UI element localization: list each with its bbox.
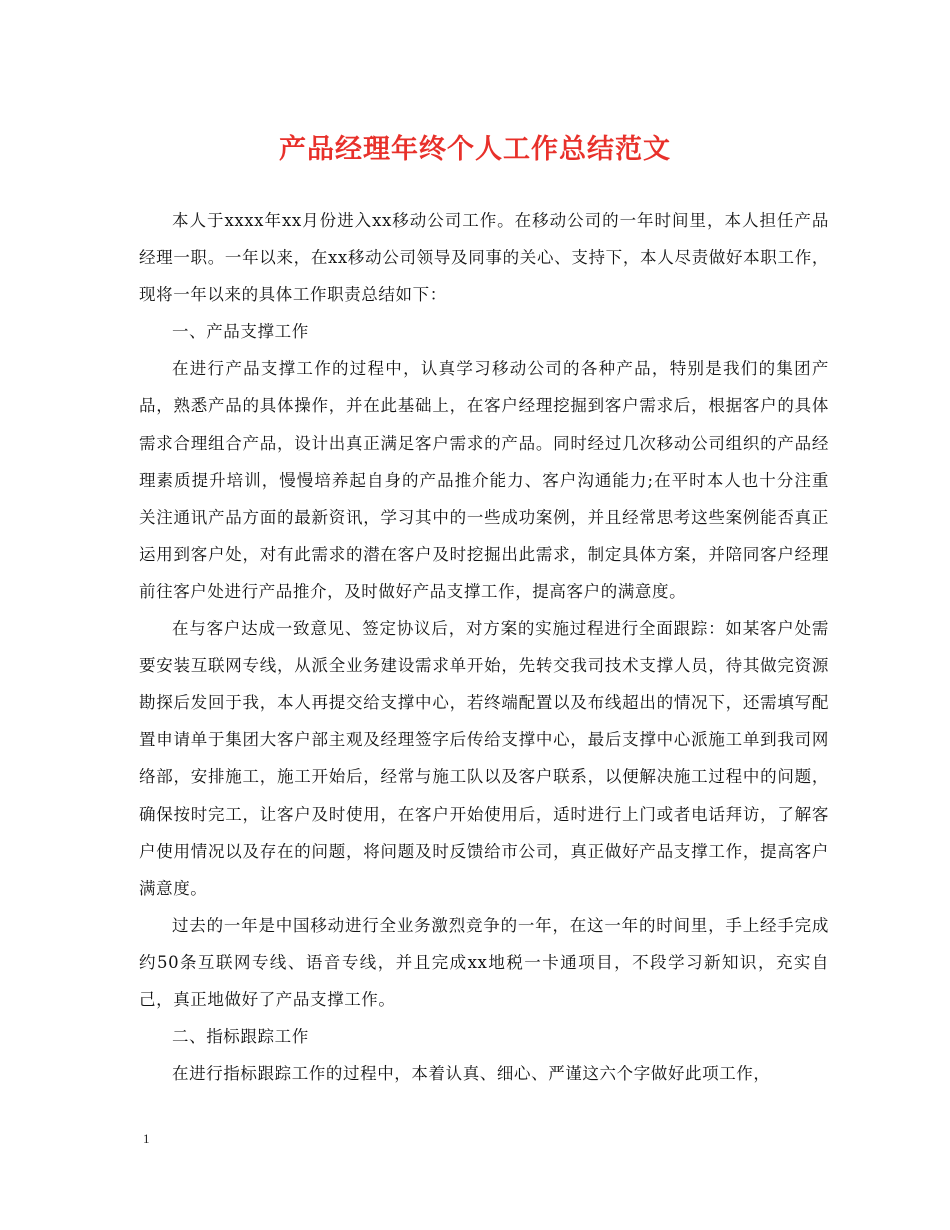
paragraph-intro: 本人于xxxx年xx月份进入xx移动公司工作。在移动公司的一年时间里，本人担任产品经理一职。一年以来，在xx移动公司领导及同事的关心、支持下，本人尽责做好本职工作，现将一年以来的具体工作职责总结如下： <box>139 211 829 305</box>
page-number: 1 <box>143 1131 150 1146</box>
document-body <box>139 202 829 1092</box>
paragraph-year-review: 过去的一年是中国移动进行全业务激烈竞争的一年，在这一年的时间里，手上经手完成约50条互联网专线、语音专线，并且完成xx地税一卡通项目，不段学习新知识，充实自己，真正地做好了产品支撑工作。 <box>139 915 829 1009</box>
document-title: 产品经理年终个人工作总结范文 <box>279 134 671 165</box>
section-heading-indicator-tracking: 二、指标跟踪工作 <box>172 1027 309 1047</box>
paragraph-product-support: 在进行产品支撑工作的过程中，认真学习移动公司的各种产品，特别是我们的集团产品，熟悉产品的具体操作，并在此基础上，在客户经理挖掘到客户需求后，根据客户的具体需求合理组合产品，设计出真正满足客户需求的产品。同时经过几次移动公司组织的产品经理素质提升培训，慢慢培养起自身的产品推介能力、客户沟通能力;在平时本人也十分注重关注通讯产品方面的最新资讯，学习其中的一些成功案例，并且经常思考这些案例能否真正运用到客户处，对有此需求的潜在客户及时挖掘出此需求，制定具体方案，并陪同客户经理前往客户处进行产品推介，及时做好产品支撑工作，提高客户的满意度。 <box>139 359 829 601</box>
paragraph-implementation-tracking: 在与客户达成一致意见、签定协议后，对方案的实施过程进行全面跟踪：如某客户处需要安装互联网专线，从派全业务建设需求单开始，先转交我司技术支撑人员，待其做完资源勘探后发回于我，本人再提交给支撑中心，若终端配置以及布线超出的情况下，还需填写配置申请单于集团大客户部主观及经理签字后传给支撑中心，最后支撑中心派施工单到我司网络部，安排施工，施工开始后，经常与施工队以及客户联系，以便解决施工过程中的问题，确保按时完工，让客户及时使用，在客户开始使用后，适时进行上门或者电话拜访，了解客户使用情况以及存在的问题，将问题及时反馈给市公司，真正做好产品支撑工作，提高客户满意度。 <box>139 619 829 898</box>
section-heading-product-support: 一、产品支撑工作 <box>172 322 309 342</box>
paragraph-indicator-tracking: 在进行指标跟踪工作的过程中，本着认真、细心、严谨这六个字做好此项工作， <box>172 1064 771 1084</box>
